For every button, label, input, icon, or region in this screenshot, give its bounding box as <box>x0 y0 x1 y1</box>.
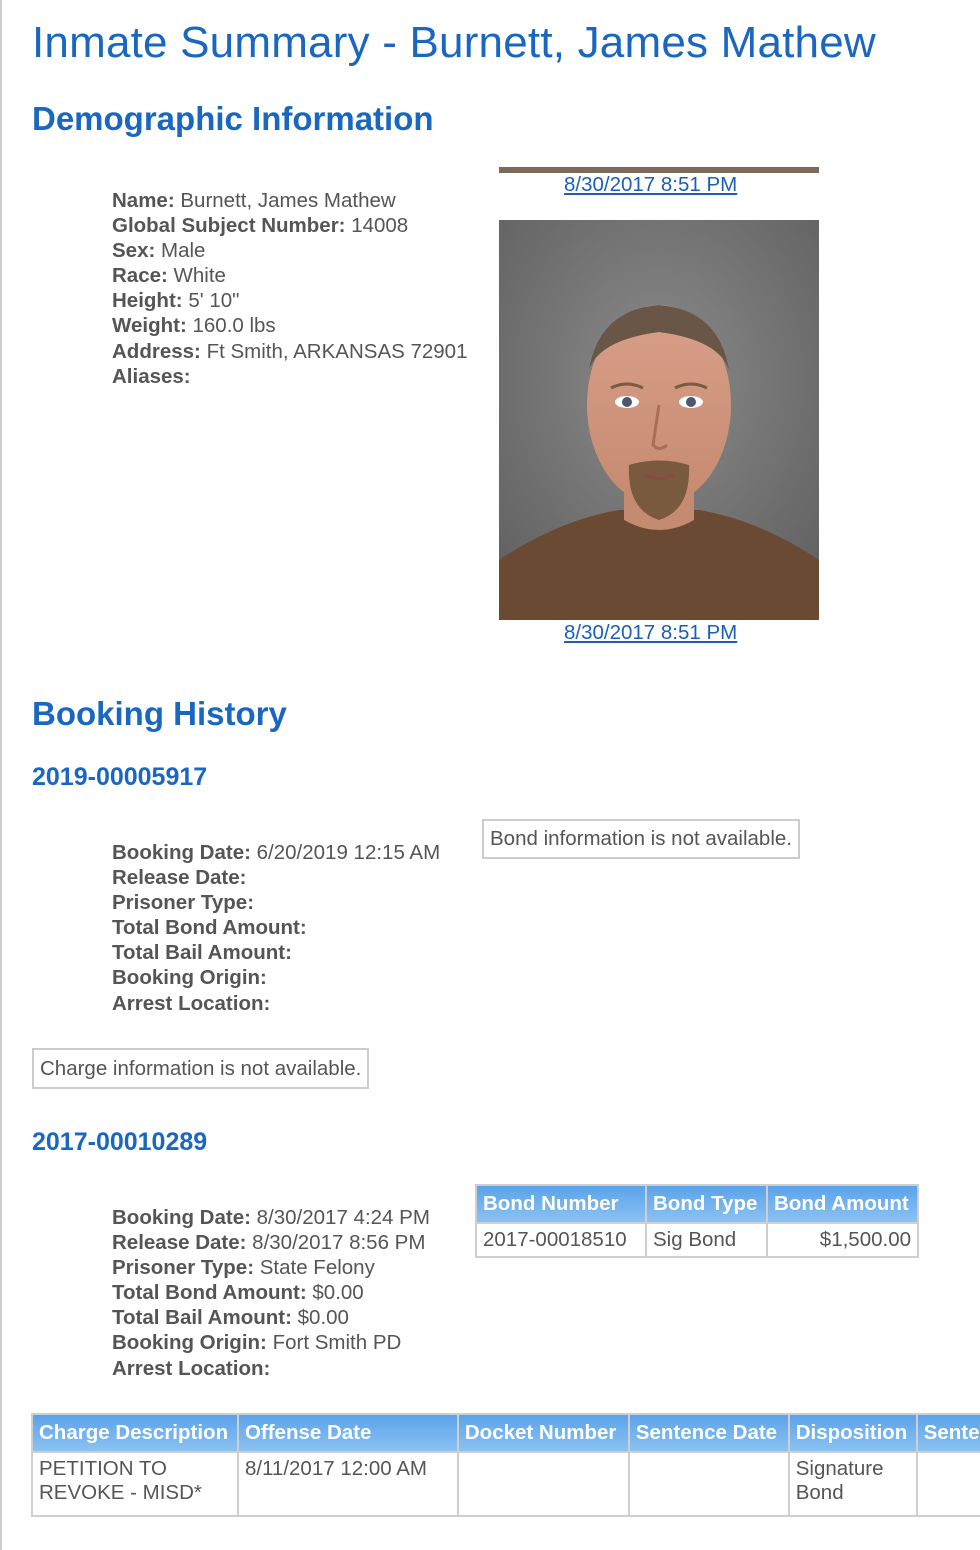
field-prisoner-type: Prisoner Type: <box>112 891 255 915</box>
cell-offense-date: 8/11/2017 12:00 AM <box>238 1452 458 1516</box>
column-header-charge-description: Charge Description <box>32 1414 238 1452</box>
column-header-docket-number: Docket Number <box>458 1414 629 1452</box>
cell-sentence-date <box>629 1452 789 1516</box>
field-name: Name: Burnett, James Mathew <box>112 189 396 212</box>
field-address: Address: Ft Smith, ARKANSAS 72901 <box>112 339 468 363</box>
page-title: Inmate Summary - Burnett, James Mathew <box>32 18 876 67</box>
field-booking-date: Booking Date: 8/30/2017 4:24 PM <box>112 1206 430 1229</box>
cell-charge-description: PETITION TO REVOKE - MISD* <box>32 1452 238 1516</box>
cell-docket-number <box>458 1452 629 1516</box>
field-booking-origin: Booking Origin: Fort Smith PD <box>112 1331 402 1355</box>
bond-table <box>475 1184 919 1258</box>
cell-bond-type: Sig Bond <box>646 1223 767 1257</box>
cell-bond-amount: $1,500.00 <box>767 1223 918 1257</box>
field-booking-origin: Booking Origin: <box>112 966 267 990</box>
mugshot-photo[interactable] <box>499 220 819 620</box>
charge-unavailable-message: Charge information is not available. <box>32 1048 369 1089</box>
field-height: Height: 5' 10" <box>112 289 240 313</box>
field-total-bail-amount: Total Bail Amount: <box>112 941 292 965</box>
column-header-offense-date: Offense Date <box>238 1414 458 1452</box>
demographic-info <box>112 188 468 389</box>
field-arrest-location: Arrest Location: <box>112 1356 271 1380</box>
booking-number: 2019-00005917 <box>32 763 208 791</box>
booking-info <box>112 1205 430 1381</box>
cell-sentence <box>917 1452 980 1516</box>
field-total-bond-amount: Total Bond Amount: $0.00 <box>112 1281 364 1305</box>
column-header-bond-type: Bond Type <box>646 1185 767 1223</box>
cell-bond-number: 2017-00018510 <box>476 1223 646 1257</box>
field-aliases: Aliases: <box>112 364 191 388</box>
photo-date-link[interactable]: 8/30/2017 8:51 PM <box>564 173 738 196</box>
page-left-border <box>0 0 2 1550</box>
field-race: Race: White <box>112 264 226 288</box>
charge-table <box>31 1413 980 1517</box>
field-release-date: Release Date: 8/30/2017 8:56 PM <box>112 1231 426 1255</box>
booking-history-heading: Booking History <box>32 695 287 732</box>
column-header-disposition: Disposition <box>789 1414 917 1452</box>
column-header-sentence: Sente <box>917 1414 980 1452</box>
demographic-heading: Demographic Information <box>32 100 434 137</box>
table-row <box>32 1452 980 1516</box>
cell-disposition: Signature Bond <box>789 1452 917 1516</box>
field-total-bail-amount: Total Bail Amount: $0.00 <box>112 1306 349 1330</box>
bond-table-header-row <box>476 1185 918 1223</box>
column-header-bond-amount: Bond Amount <box>767 1185 918 1223</box>
field-booking-date: Booking Date: 6/20/2019 12:15 AM <box>112 841 441 864</box>
booking-info <box>112 840 440 1016</box>
charge-table-viewport[interactable] <box>31 1413 980 1523</box>
photo-date-link[interactable]: 8/30/2017 8:51 PM <box>564 621 738 644</box>
booking-number: 2017-00010289 <box>32 1128 208 1156</box>
field-prisoner-type: Prisoner Type: State Felony <box>112 1256 375 1280</box>
field-global-subject-number: Global Subject Number: 14008 <box>112 214 409 238</box>
field-release-date: Release Date: <box>112 866 247 890</box>
bond-unavailable-message: Bond information is not available. <box>482 819 800 859</box>
field-weight: Weight: 160.0 lbs <box>112 314 276 338</box>
column-header-bond-number: Bond Number <box>476 1185 646 1223</box>
field-total-bond-amount: Total Bond Amount: <box>112 916 307 940</box>
column-header-sentence-date: Sentence Date <box>629 1414 789 1452</box>
field-arrest-location: Arrest Location: <box>112 991 271 1015</box>
table-row <box>476 1223 918 1257</box>
charge-table-header-row <box>32 1414 980 1452</box>
field-sex: Sex: Male <box>112 239 206 263</box>
